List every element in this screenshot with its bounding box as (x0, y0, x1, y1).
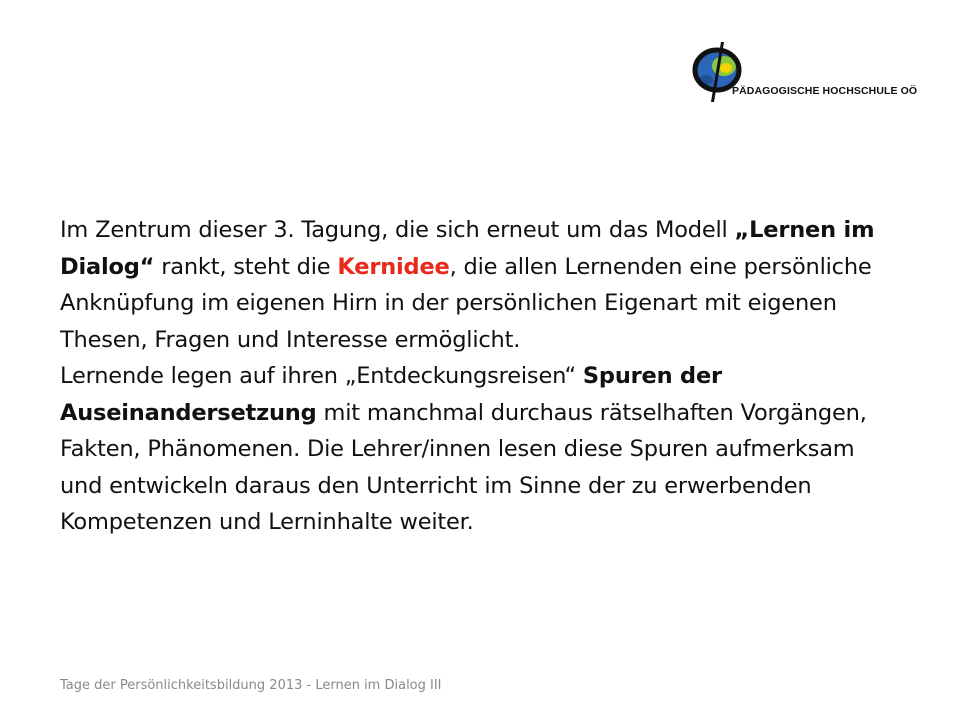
highlighted-term: Kernidee (337, 253, 450, 280)
slide-footer: Tage der Persönlichkeitsbildung 2013 - Lernen im Dialog III (60, 678, 442, 693)
paragraph-2-text-a: Lernende legen auf ihren „Entdeckungsreisen“ (60, 363, 583, 389)
paragraph-1 (60, 212, 890, 358)
paragraph-1-text-c: , die allen Lernenden eine persönliche Anknüpfung im eigenen Hirn in der persönlichen Eigenart mit eigenen Thesen, Fragen und Interesse ermöglicht. (60, 253, 872, 353)
institution-logo (688, 40, 918, 104)
paragraph-1-bold-term: „Lernen im Dialog“ (60, 217, 875, 280)
paragraph-1-text-a: Im Zentrum dieser 3. Tagung, die sich erneut um das Modell (60, 217, 735, 243)
slide-body (60, 212, 890, 541)
paragraph-2 (60, 358, 890, 541)
paragraph-2-bold-term: Spuren der Auseinandersetzung (60, 363, 722, 426)
paragraph-1-text-b: rankt, steht die (154, 253, 338, 280)
logo-text: PÄDAGOGISCHE HOCHSCHULE OÖ (732, 85, 918, 97)
paragraph-2-text-b: mit manchmal durchaus rätselhaften Vorgängen, Fakten, Phänomenen. Die Lehrer/innen lesen diese Spuren aufmerksam und entwickeln daraus den Unterricht im Sinne der zu erwerbenden Kompetenzen und Lerninhalte weiter. (60, 399, 867, 535)
